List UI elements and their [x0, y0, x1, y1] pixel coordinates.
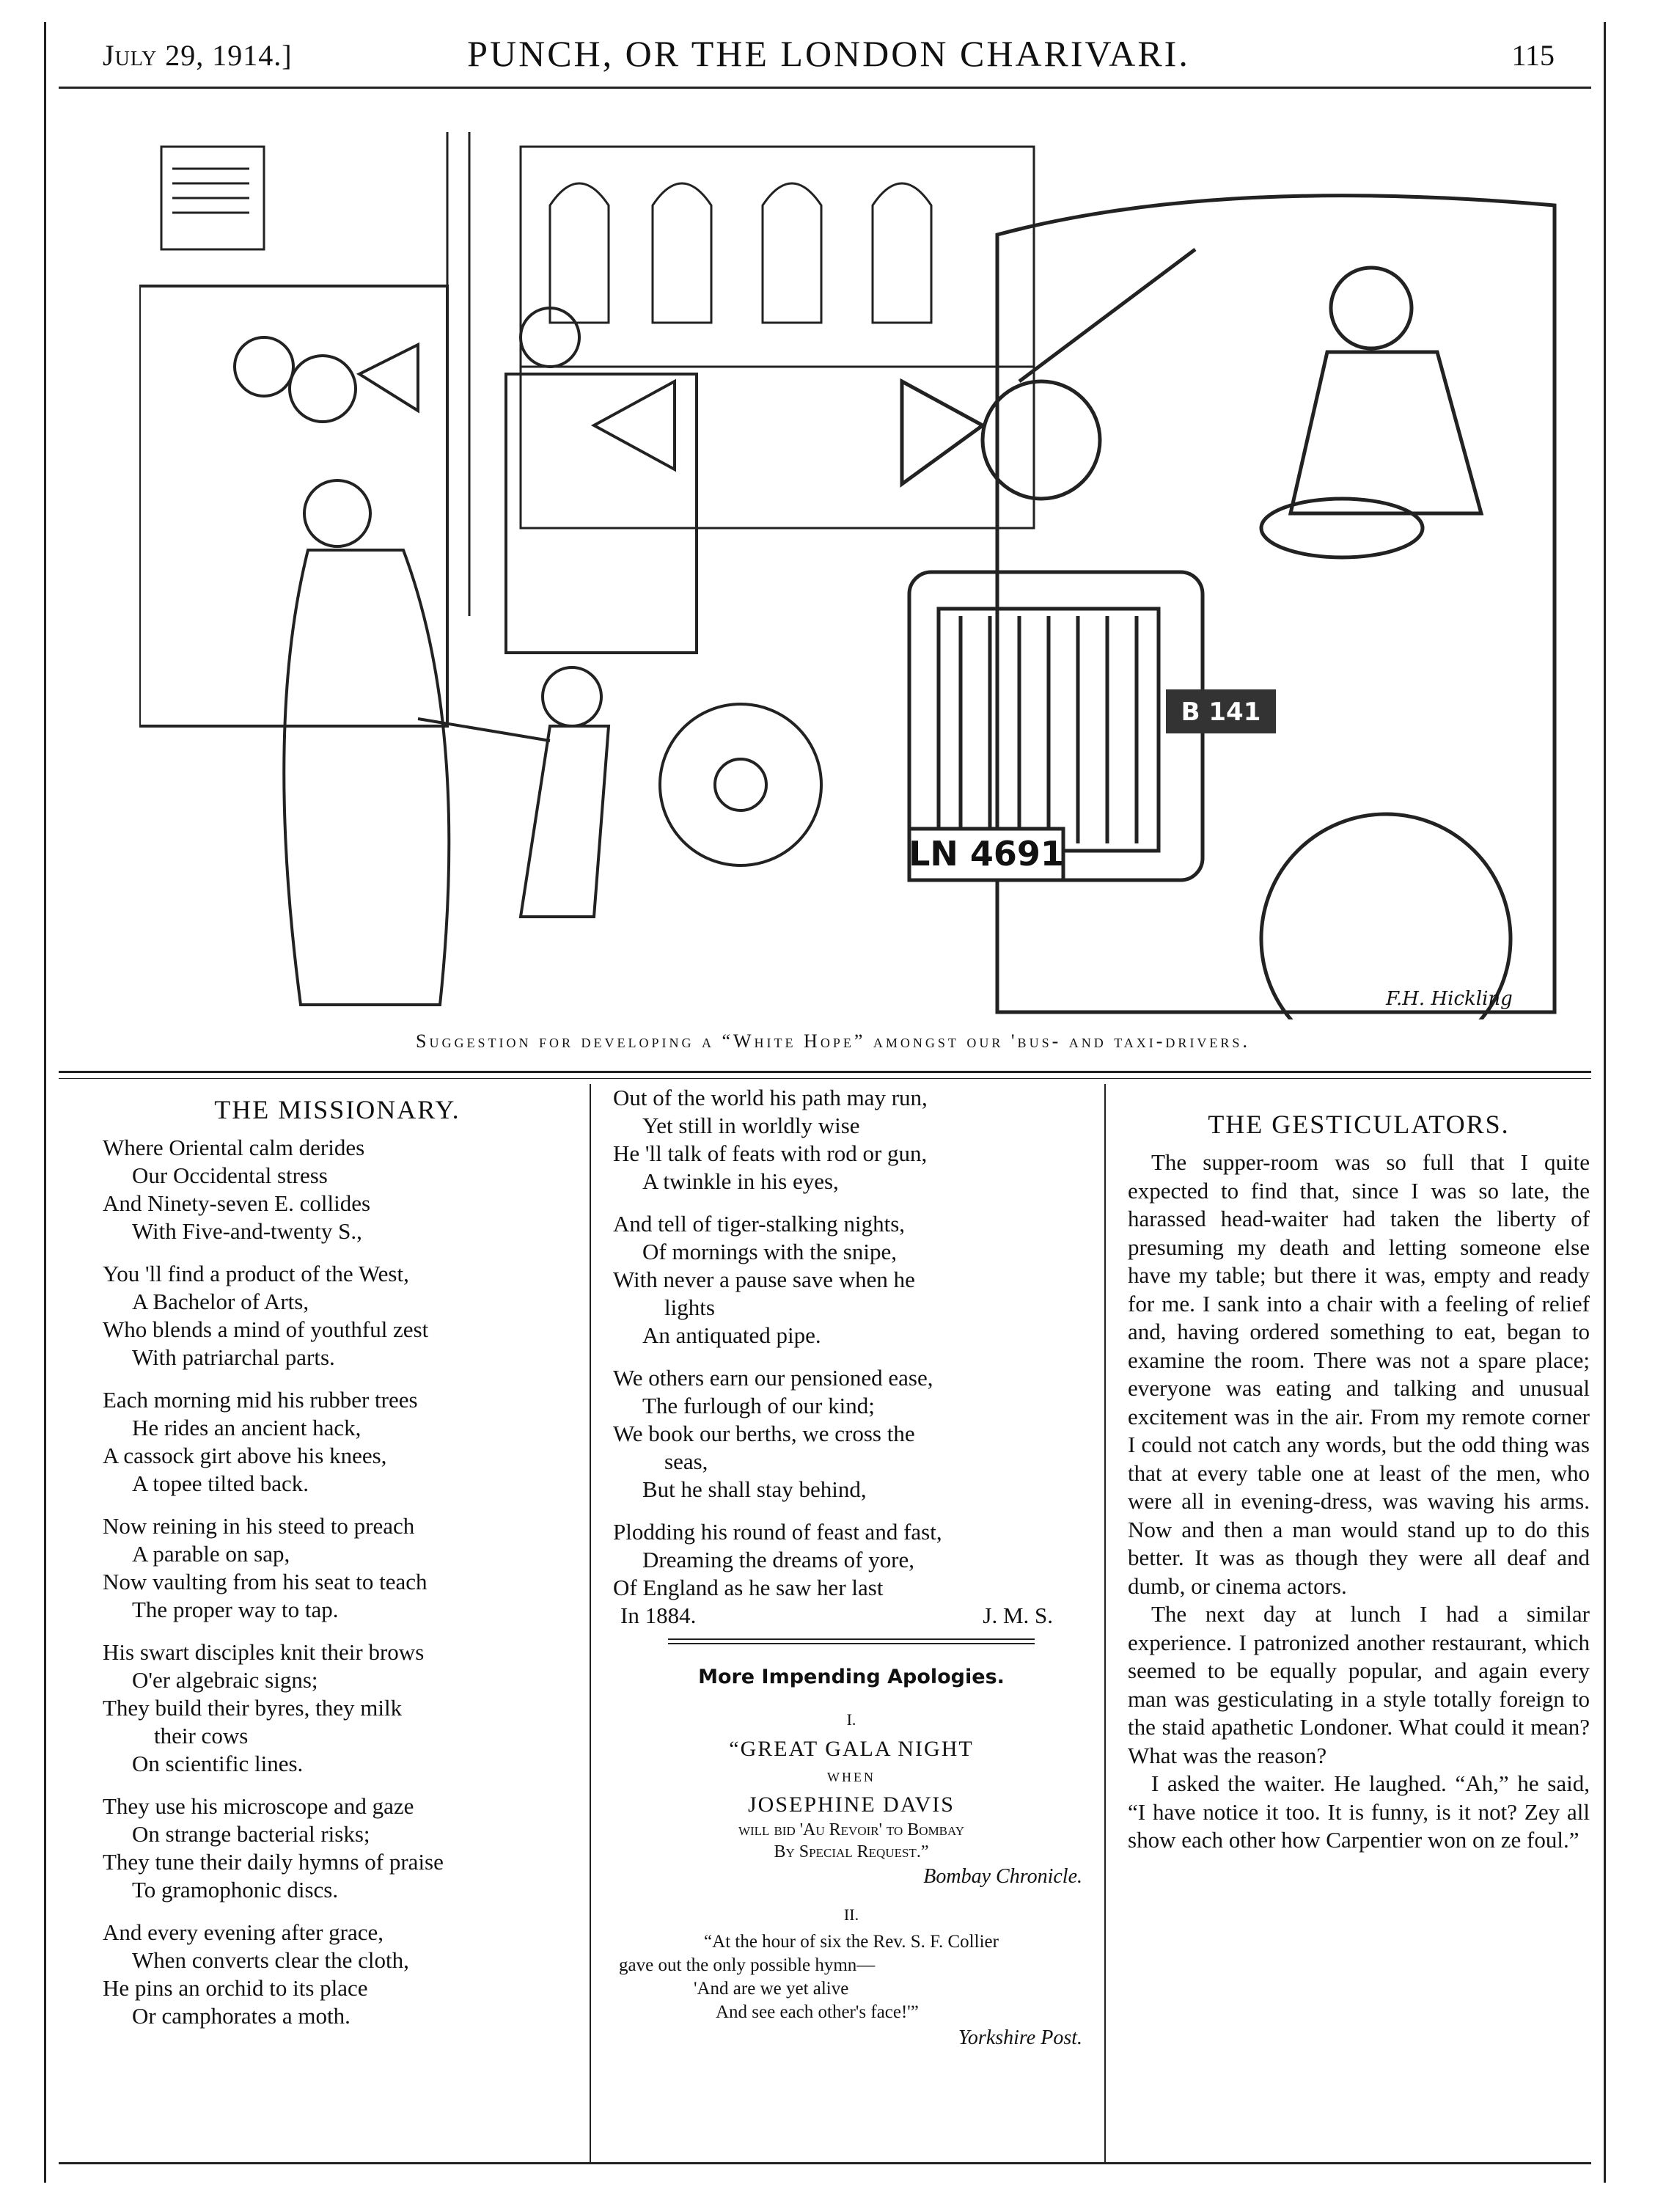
poem-line: His swart disciples knit their brows	[103, 1639, 425, 1665]
poem-line: With patriarchal parts.	[132, 1344, 335, 1370]
poem-line: He 'll talk of feats with rod or gun,	[613, 1140, 928, 1166]
poem-line: With Five-and-twenty S.,	[132, 1218, 362, 1244]
publication-title: PUNCH, OR THE LONDON CHARIVARI.	[467, 33, 1190, 74]
poem-line: He rides an ancient hack,	[132, 1415, 362, 1440]
poem-line: Where Oriental calm derides	[103, 1135, 365, 1160]
poem-line: They tune their daily hymns of praise	[103, 1849, 444, 1875]
poem-line: Out of the world his path may run,	[613, 1085, 928, 1110]
poem-line: Of England as he saw her last	[613, 1575, 884, 1600]
poem-line: And every evening after grace,	[103, 1919, 384, 1945]
article-body	[1128, 1149, 1590, 1855]
poem-line: An antiquated pipe.	[642, 1322, 821, 1348]
article-paragraph: The next day at lunch I had a similar experience. I patronized another restaurant, which seemed to be equally popular, and again every man was gesticulating in a style totally foreign to the staid apathetic Londoner. What could it mean? What was the reason?	[1128, 1601, 1590, 1768]
section-rule	[59, 1071, 1591, 1073]
poem-stanza	[103, 1260, 572, 1371]
quote-line: JOSEPHINE DAVIS	[748, 1792, 955, 1817]
poem-line: When converts clear the cloth,	[132, 1947, 409, 1973]
issue-date: July 29, 1914.]	[103, 39, 293, 72]
bus-number-text: B 141	[1181, 697, 1261, 727]
column-divider-right	[1104, 1084, 1106, 2162]
licence-plate-text: LN 4691	[909, 834, 1064, 874]
quote-line: 'And are we yet alive	[694, 1979, 849, 1999]
poem-line: Of mornings with the snipe,	[642, 1239, 897, 1264]
poem-line: their cows	[154, 1723, 249, 1748]
poem-line: A twinkle in his eyes,	[642, 1168, 839, 1194]
poem-line: A cassock girt above his knees,	[103, 1443, 387, 1468]
poem-line: To gramophonic discs.	[132, 1877, 339, 1902]
section-rule-thin	[59, 1078, 1591, 1079]
item-numeral: II.	[843, 1905, 859, 1924]
poem-line: But he shall stay behind,	[642, 1476, 867, 1502]
poem-stanza	[103, 1638, 572, 1778]
poem-line: They build their byres, they milk	[103, 1695, 403, 1721]
poem-line: He pins an orchid to its place	[103, 1975, 368, 2001]
quote-line: WHEN	[827, 1770, 876, 1784]
artist-signature: F.H. Hickling	[1386, 988, 1513, 1010]
poem-line: On strange bacterial risks;	[132, 1821, 370, 1847]
column-1	[103, 1084, 572, 2045]
quote-line: “GREAT GALA NIGHT	[729, 1737, 974, 1761]
poem-line: Who blends a mind of youthful zest	[103, 1316, 429, 1342]
poem-line: The furlough of our kind;	[642, 1393, 875, 1418]
poem-stanza	[613, 1210, 1090, 1349]
section-title: More Impending Apologies.	[698, 1666, 1005, 1688]
cartoon-caption: Suggestion for developing a “White Hope” amongst our 'bus- and taxi-drivers.	[416, 1030, 1250, 1052]
poem-stanza	[613, 1518, 1090, 1630]
quote-line: By Special Request.”	[774, 1842, 929, 1861]
article-title: THE GESTICULATORS.	[1208, 1110, 1510, 1139]
item-numeral: I.	[846, 1710, 856, 1729]
section-separator	[668, 1638, 1035, 1644]
quote-source: Yorkshire Post.	[958, 2026, 1082, 2049]
poem-line: lights	[664, 1294, 715, 1320]
poem-line: They use his microscope and gaze	[103, 1793, 414, 1819]
poem-stanza	[103, 1512, 572, 1624]
poem-line: Now vaulting from his seat to teach	[103, 1569, 427, 1594]
poem-line: We others earn our pensioned ease,	[613, 1365, 933, 1391]
poem-line: A Bachelor of Arts,	[132, 1289, 309, 1314]
poem-line: In 1884.	[620, 1603, 697, 1628]
poem-line: Our Occidental stress	[132, 1162, 328, 1188]
poem-line: Each morning mid his rubber trees	[103, 1387, 418, 1413]
poem-signature-line	[613, 1602, 1090, 1630]
page-bottom-rule	[59, 2162, 1591, 2164]
poem-line: With never a pause save when he	[613, 1267, 915, 1292]
poem-title: THE MISSIONARY.	[214, 1095, 460, 1124]
quote-line: And see each other's face!'”	[716, 2002, 919, 2022]
page-number: 115	[1511, 39, 1555, 72]
poem-line: We book our berths, we cross the	[613, 1421, 915, 1446]
poem-line: A topee tilted back.	[132, 1471, 309, 1496]
poem-stanza	[103, 1919, 572, 2030]
poem-line: Or camphorates a moth.	[132, 2003, 351, 2029]
poem-stanza	[103, 1386, 572, 1498]
header-rule	[59, 87, 1591, 89]
quote-line: will bid 'Au Revoir' to Bombay	[738, 1820, 965, 1839]
column-2	[613, 1084, 1090, 2052]
poem-line: You 'll find a product of the West,	[103, 1261, 409, 1286]
poem-line: Plodding his round of feast and fast,	[613, 1519, 942, 1545]
masthead	[73, 32, 1584, 84]
poem-line: Yet still in worldly wise	[642, 1113, 860, 1138]
cartoon-illustration	[139, 103, 1591, 1019]
poem-line: On scientific lines.	[132, 1751, 304, 1776]
author-initials: J. M. S.	[983, 1603, 1053, 1628]
poem-line: The proper way to tap.	[132, 1597, 339, 1622]
poem-line: Dreaming the dreams of yore,	[642, 1547, 915, 1572]
poem-line: A parable on sap,	[132, 1541, 290, 1567]
poem-line: Now reining in his steed to preach	[103, 1513, 415, 1539]
column-divider-left	[590, 1084, 591, 2162]
quote-line: “At the hour of six the Rev. S. F. Collier	[704, 1932, 999, 1952]
poem-stanza	[613, 1364, 1090, 1504]
poem-stanza	[613, 1084, 1090, 1195]
poem-line: O'er algebraic signs;	[132, 1667, 318, 1693]
column-3	[1128, 1084, 1590, 1855]
quote-line: gave out the only possible hymn—	[619, 1955, 876, 1975]
poem-line: seas,	[664, 1449, 708, 1474]
article-paragraph: The supper-room was so full that I quite expected to find that, since I was so late, the harassed head-waiter had taken the liberty of presuming my death and letting someone else have my table; but there it was, empty and ready for me. I sank into a chair with a feeling of relief and, having ordered something to eat, began to examine the room. There was not a spare place; everyone was eating and talking and unusual excitement was in the air. From my remote corner I could not catch any words, but the odd thing was that at every table one at least of the men, who were all in evening-dress, was waving his arms. Now and then a man would stand up to do this better. It was as though they were all deaf and dumb, or cinema actors.	[1128, 1149, 1590, 1599]
poem-stanza	[103, 1792, 572, 1904]
quote-source: Bombay Chronicle.	[923, 1865, 1082, 1888]
poem-stanza	[103, 1134, 572, 1245]
article-paragraph: I asked the waiter. He laughed. “Ah,” he said, “I have notice it too. It is funny, is it not? Zey all show each other how Carpentier won on ze foul.”	[1128, 1770, 1590, 1853]
poem-line: And tell of tiger-stalking nights,	[613, 1211, 906, 1237]
poem-line: And Ninety-seven E. collides	[103, 1190, 371, 1216]
